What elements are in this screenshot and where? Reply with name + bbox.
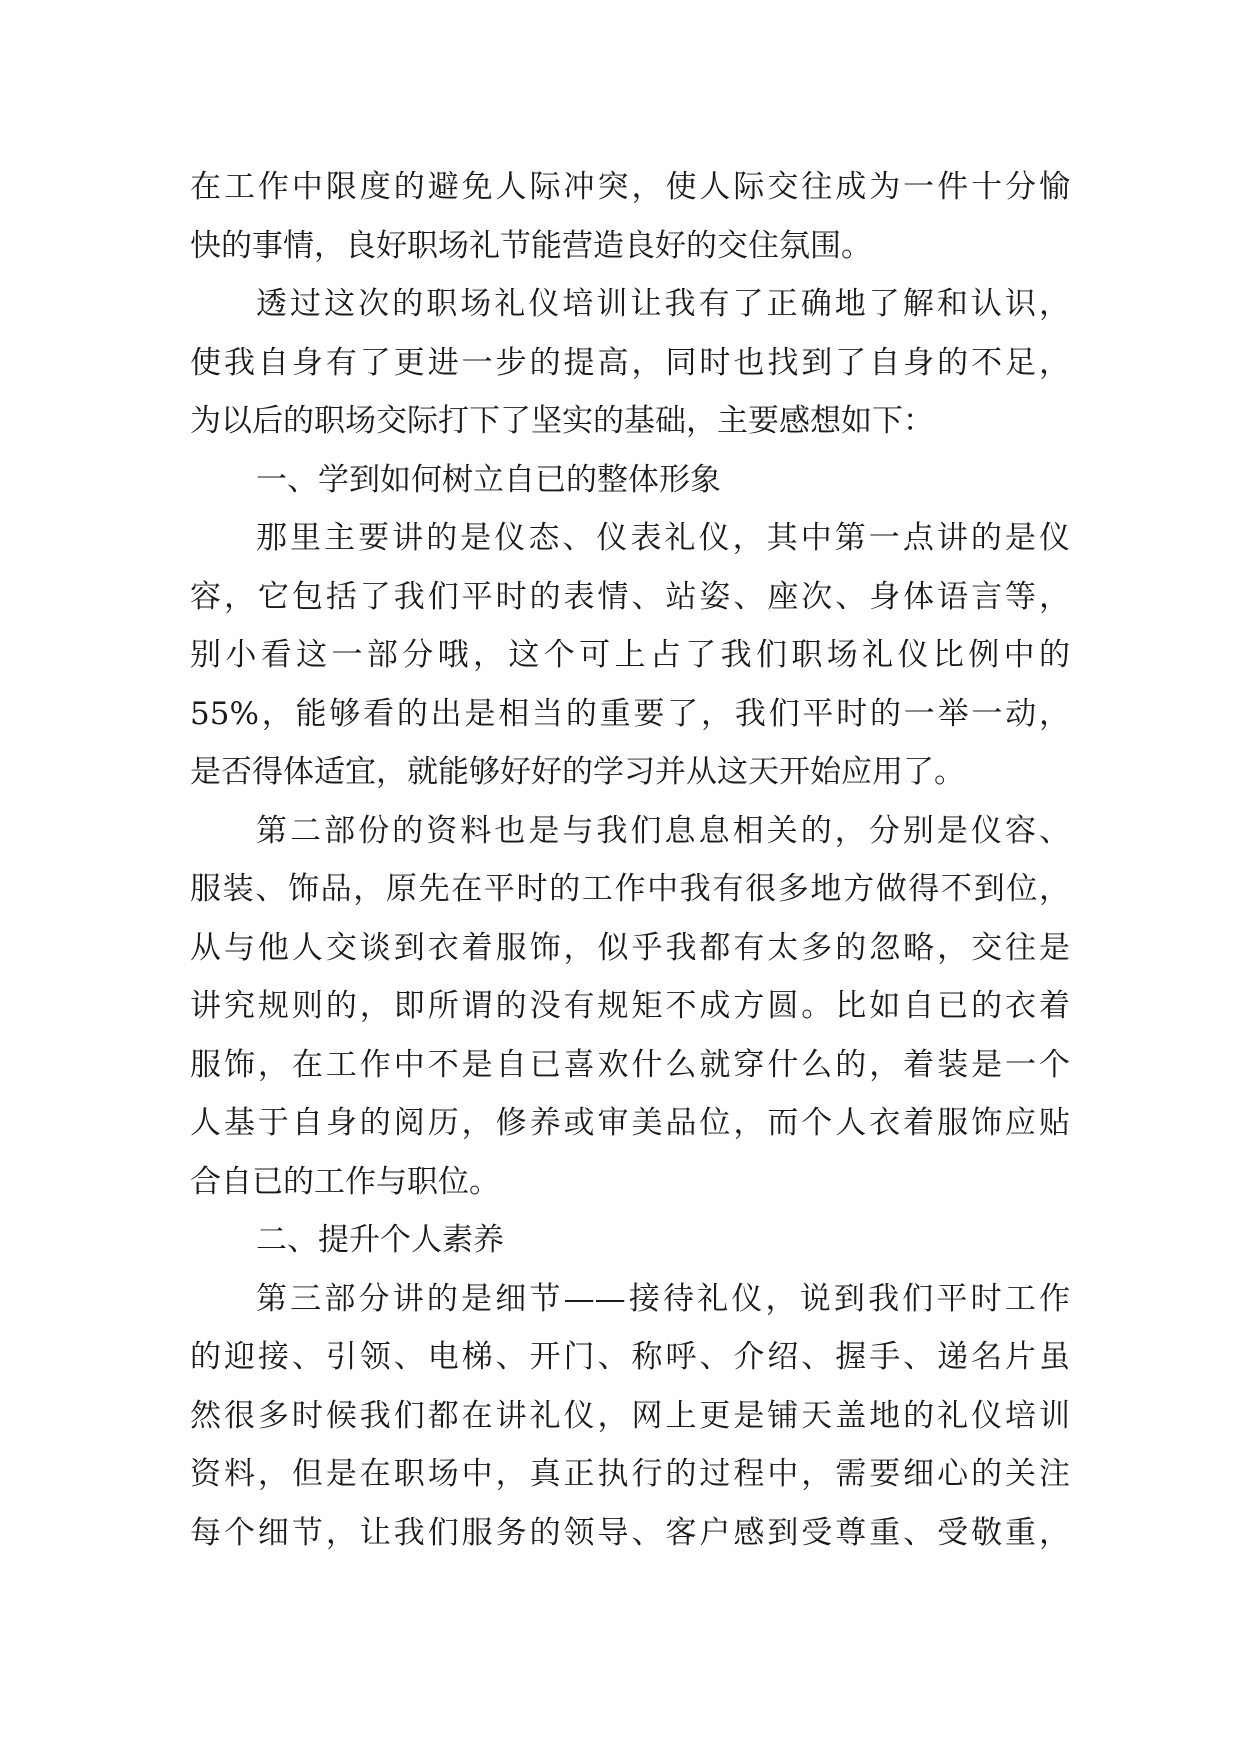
text-line: 别小看这一部分哦，这个可上占了我们职场礼仪比例中的 [190, 637, 1070, 673]
text-line: 二、提升个人素养 [256, 1222, 504, 1258]
text-line: 的迎接、引领、电梯、开门、称呼、介绍、握手、递名片虽 [190, 1339, 1070, 1375]
text-line: 55%，能够看的出是相当的重要了，我们平时的一举一动， [190, 695, 1070, 732]
text-line: 服饰，在工作中不是自已喜欢什么就穿什么的，着装是一个 [190, 1046, 1070, 1083]
text-line: 每个细节，让我们服务的领导、客户感到受尊重、受敬重， [190, 1514, 1070, 1551]
text-line: 为以后的职场交际打下了坚实的基础，主要感想如下： [190, 403, 934, 439]
text-line: 容，它包括了我们平时的表情、站姿、座次、身体语言等， [190, 578, 1070, 615]
text-line: 从与他人交谈到衣着服饰，似乎我都有太多的忽略，交往是 [190, 929, 1070, 966]
text-line: 透过这次的职场礼仪培训让我有了正确地了解和认识， [256, 286, 1070, 322]
text-line: 讲究规则的，即所谓的没有规矩不成方圆。比如自已的衣着 [190, 988, 1070, 1024]
text-line: 第二部份的资料也是与我们息息相关的，分别是仪容、 [256, 812, 1070, 849]
text-line: 在工作中限度的避免人际冲突，使人际交往成为一件十分愉 [190, 169, 1070, 205]
text-line: 使我自身有了更进一步的提高，同时也找到了自身的不足， [190, 344, 1070, 381]
text-line: 合自已的工作与职位。 [190, 1163, 500, 1200]
text-line: 快的事情，良好职场礼节能营造良好的交住氛围。 [190, 227, 872, 264]
text-line: 然很多时候我们都在讲礼仪，网上更是铺天盖地的礼仪培训 [190, 1397, 1070, 1434]
document-body [190, 158, 1070, 1562]
text-line: 第三部分讲的是细节——接待礼仪，说到我们平时工作 [256, 1280, 1070, 1317]
text-line: 那里主要讲的是仪态、仪表礼仪，其中第一点讲的是仪 [256, 520, 1070, 556]
text-line: 是否得体适宜，就能够好好的学习并从这天开始应用了。 [190, 754, 965, 790]
text-line: 服装、饰品，原先在平时的工作中我有很多地方做得不到位， [190, 871, 1070, 907]
text-line: 人基于自身的阅历，修养或审美品位，而个人衣着服饰应贴 [190, 1105, 1070, 1141]
text-line: 一、学到如何树立自已的整体形象 [256, 461, 721, 498]
text-line: 资料，但是在职场中，真正执行的过程中，需要细心的关注 [190, 1456, 1070, 1492]
